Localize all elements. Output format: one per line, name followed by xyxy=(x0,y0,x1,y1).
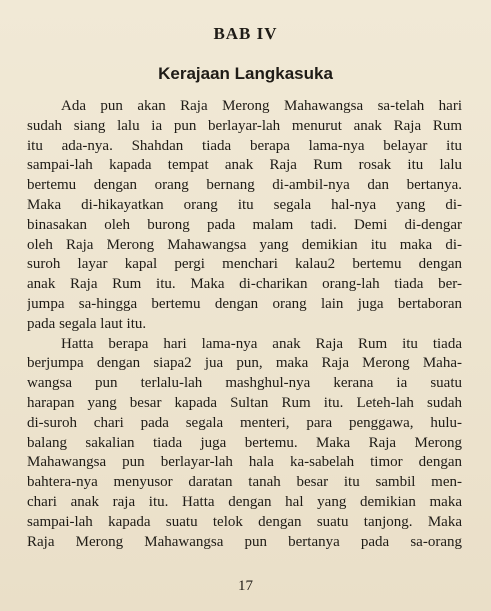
text-line: sudah siang lalu ia pun berlayar-lah menurut anak Raja Rum xyxy=(27,117,462,134)
text-line: Maka di-hikayatkan orang itu segala hal-nya yang di- xyxy=(27,196,462,213)
paragraph-2 xyxy=(27,335,462,553)
text-line: jumpa sa-hingga bertemu dengan orang lain juga bertaboran xyxy=(27,295,462,312)
text-line: bertemu dengan orang bernang di-ambil-nya dan bertanya. xyxy=(27,177,462,194)
text-line: Mahawangsa pun berlayar-lah hala ka-sabelah timor dengan xyxy=(27,454,462,471)
text-line: chari anak raja itu. Hatta dengan hal yang demikian maka xyxy=(27,493,462,510)
text-line: wangsa pun terlalu-lah mashghul-nya kerana ia suatu xyxy=(27,375,462,392)
text-line: sampai-lah kapada tempat anak Raja Rum rosak itu lalu xyxy=(27,157,462,174)
paragraph-1 xyxy=(27,97,462,335)
text-line: Ada pun akan Raja Merong Mahawangsa sa-telah hari xyxy=(61,98,462,114)
text-line: Hatta berapa hari lama-nya anak Raja Rum itu tiada xyxy=(61,335,462,352)
text-line: pada segala laut itu. xyxy=(27,315,147,332)
text-line: binasakan oleh burong pada malam tadi. Demi di-dengar xyxy=(27,216,462,233)
text-line: balang sakalian tiada juga bertemu. Maka Raja Merong xyxy=(27,434,462,451)
text-line: di-suroh chari pada segala menteri, para penggawa, hulu- xyxy=(27,414,462,431)
text-line: berjumpa dengan siapa2 jua pun, maka Raja Merong Maha- xyxy=(27,355,462,372)
section-title: Kerajaan Langkasuka xyxy=(158,64,333,83)
text-line: anak Raja Rum itu. Maka di-charikan orang-lah tiada ber- xyxy=(27,276,462,293)
text-line: itu ada-nya. Shahdan tiada berapa lama-nya belayar itu xyxy=(27,137,462,154)
text-line: suroh layar kapal pergi menchari kalau2 bertemu dengan xyxy=(27,256,462,273)
body-text xyxy=(27,97,462,552)
text-line: sampai-lah kapada suatu telok dengan suatu tanjong. Maka xyxy=(27,513,462,530)
text-line: bahtera-nya menyusor daratan tanah besar itu sambil men- xyxy=(27,474,462,491)
chapter-heading: BAB IV xyxy=(213,24,278,43)
text-line: Raja Merong Mahawangsa pun bertanya pada sa-orang xyxy=(27,533,462,550)
text-line: harapan yang besar kapada Sultan Rum itu. Leteh-lah sudah xyxy=(27,394,462,411)
page-number: 17 xyxy=(238,578,253,594)
text-line: oleh Raja Merong Mahawangsa yang demikian itu maka di- xyxy=(27,236,462,253)
